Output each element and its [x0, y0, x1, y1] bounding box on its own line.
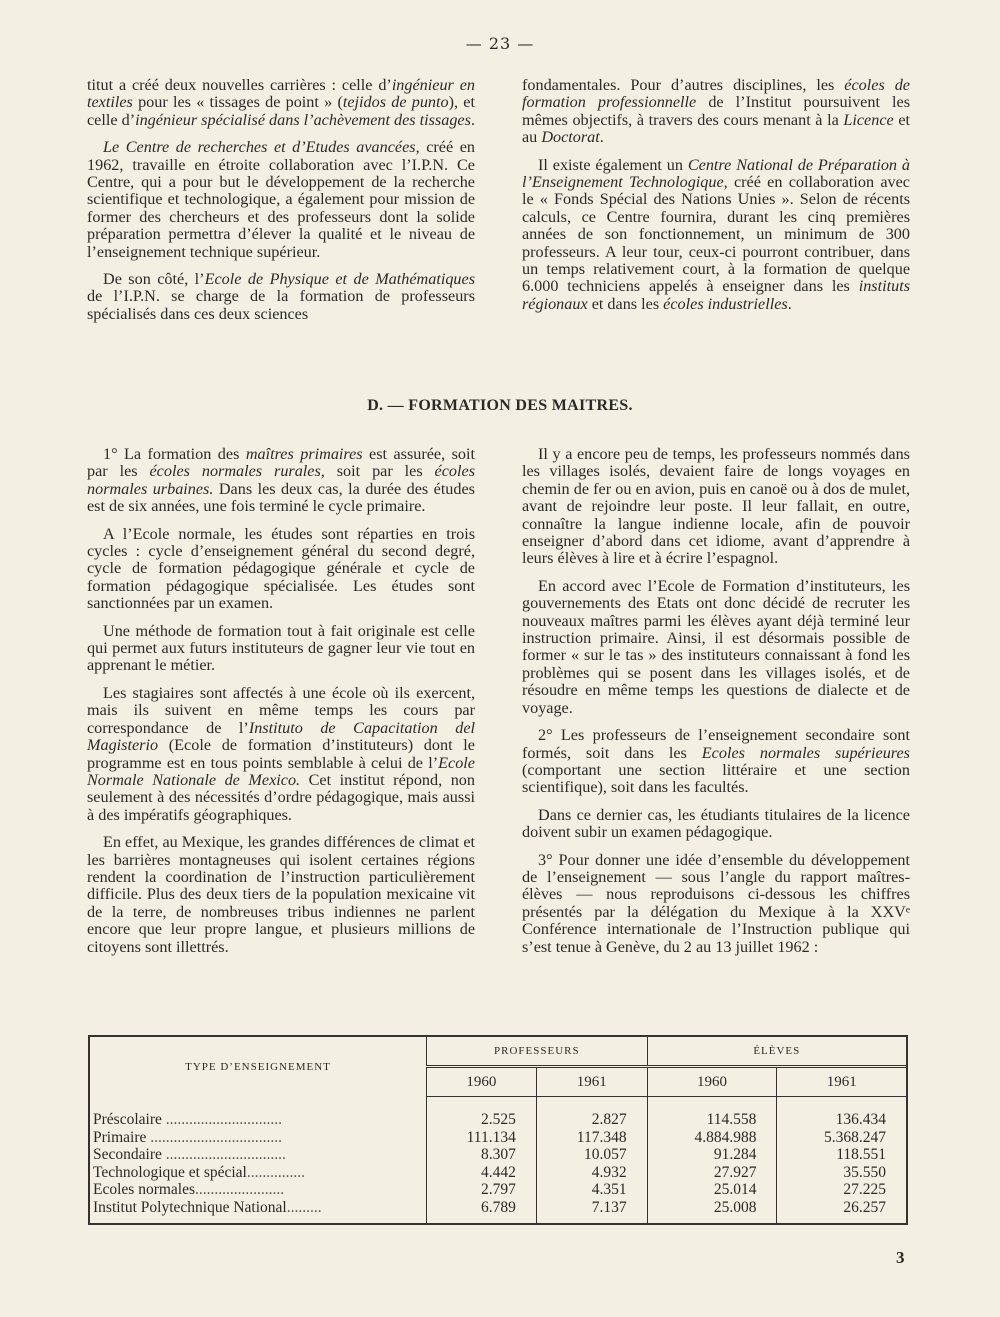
text-run: Il existe également un [538, 155, 688, 174]
table-cell: 4.932 [536, 1164, 647, 1182]
italic-run: Ecoles normales supérieures [701, 743, 910, 762]
table-cell: 114.558 [647, 1097, 777, 1129]
text-run: Les stagiaires sont affectés à une école où ils exercent, mais ils suivent en même temps les cours par correspondance de l’ [87, 683, 475, 737]
bottom-right-column [522, 446, 910, 966]
table-cell: 25.014 [647, 1181, 777, 1199]
text-run: créé en 1962, travaille en étroite collaboration avec l’I.P.N. Ce Centre, qui a pour but le développement de la recherche scientifique et technologique, a également pour mission de former des chercheurs et des professeurs dont la solide préparation permettra d’élever la qualité et le niveau de l’enseignement technique supérieur. [87, 138, 475, 261]
paragraph: Une méthode de formation tout à fait originale est celle qui permet aux futurs instituteurs de gagner leur vie tout en apprenant le métier. [87, 621, 475, 675]
table-cell [427, 1216, 537, 1224]
text-run: . [599, 128, 604, 147]
italic-run: ingénieur en textiles [87, 76, 475, 112]
table-cell: 8.307 [427, 1146, 537, 1164]
table-cell: 4.351 [536, 1181, 647, 1199]
page-footer-number: 3 [896, 1248, 905, 1267]
table-cell: 27.927 [647, 1164, 777, 1182]
table-cell [647, 1216, 777, 1224]
row-label: Technologique et spécial............... [90, 1164, 427, 1182]
italic-run: écoles normales rurales, [149, 462, 325, 481]
text-run: de l’Institut poursuivent les mêmes objectifs, à travers des cours menant à la [522, 93, 910, 129]
statistics-table [88, 1035, 908, 1225]
table-spacer-row [90, 1216, 906, 1224]
italic-run: écoles de formation professionnelle [522, 76, 910, 112]
italic-run: tejidos de punto [342, 93, 449, 112]
italic-run: Instituto de Capacitation del Magisterio [87, 718, 475, 755]
table-cell: 117.348 [536, 1129, 647, 1147]
table-row [90, 1181, 906, 1199]
italic-run: Centre National de Préparation à l’Enseignement Technologique, [522, 155, 910, 192]
column-header-year: 1961 [536, 1067, 647, 1097]
table-cell: 118.551 [836, 1146, 886, 1163]
text-run: 2° Les professeurs de l’enseignement secondaire sont formés, soit dans les [522, 726, 910, 762]
row-label: Primaire .................................. [90, 1129, 427, 1147]
table-row [90, 1129, 906, 1147]
paragraph: 3° Pour donner une idée d’ensemble du développement de l’enseignement — sous l’angle du rapport maîtres-élèves — nous reproduisons ci-dessous les chiffres présentés par la délégation du Mexique à la XXVᵉ Conférence internationale de l’Instruction publique qui s’est tenue à Genève, du 2 au 13 juillet 1962 : [522, 850, 910, 956]
paragraph [87, 271, 475, 323]
text-run: (Ecole de formation d’instituteurs) dont le programme est en tous points semblable à celui de l’ [87, 736, 475, 772]
table-cell: 6.789 [427, 1199, 537, 1217]
text-run: . [470, 110, 475, 129]
table-cell: 5.368.247 [824, 1128, 886, 1146]
top-right-column [522, 77, 910, 323]
paragraph: A l’Ecole normale, les études sont réparties en trois cycles : cycle d’enseignement général du second degré, cycle de formation pédagogique générale et cycle de formation pédagogique spécialisée. Les études sont sanctionnées par un examen. [87, 524, 475, 613]
column-group-eleves: ÉLÈVES [647, 1037, 906, 1067]
italic-run: instituts régionaux [522, 277, 910, 313]
text-run: et dans les [587, 294, 664, 313]
table-cell: 2.827 [536, 1097, 647, 1129]
text-run: et au [522, 110, 910, 147]
text-run: fondamentales. Pour d’autres disciplines, les [522, 76, 845, 94]
italic-run: Le Centre de recherches et d’Etudes avancées, [103, 138, 420, 157]
column-header-type: TYPE D’ENSEIGNEMENT [90, 1037, 427, 1097]
bottom-left-column [87, 446, 475, 966]
text-run: de l’I.P.N. se charge de la formation de professeurs spécialisés dans ces deux sciences [87, 287, 475, 323]
table-cell: 111.134 [427, 1129, 537, 1147]
text-run: 1° La formation des [103, 445, 246, 463]
table-cell: 27.225 [843, 1181, 886, 1198]
table-cell [536, 1216, 647, 1224]
table-cell: 25.008 [647, 1199, 777, 1217]
paragraph [522, 157, 910, 314]
text-run: De son côté, l’ [103, 270, 205, 289]
column-header-year: 1960 [647, 1067, 777, 1097]
column-group-professeurs: PROFESSEURS [427, 1037, 648, 1067]
italic-run: Ecole de Physique et de Mathématiques [204, 270, 475, 289]
section-title: D. — FORMATION DES MAITRES. [367, 397, 633, 414]
italic-run: Licence [843, 110, 894, 129]
paragraph: En accord avec l’Ecole de Formation d’instituteurs, les gouvernements des Etats ont donc décidé de recruter les nouveaux maîtres parmi les élèves ayant déjà terminé leur instruction primaire. Ainsi, il est désormais possible de former « sur le tas » des instituteurs connaissant à fond les problèmes qui se posent dans les villages isolés, et de résoudre en même temps les questions de dialecte et de voyage. [522, 576, 910, 717]
paragraph [87, 139, 475, 261]
text-run: (comportant une section littéraire et une section scientifique), soit dans les facultés. [522, 760, 910, 797]
table-cell: 136.434 [835, 1111, 886, 1128]
text-run: ), et celle d’ [87, 93, 475, 129]
italic-run: Ecole Normale Nationale de Mexico. [87, 753, 475, 789]
italic-run: maîtres primaires [245, 445, 363, 463]
paragraph: Il y a encore peu de temps, les professeurs nommés dans les villages isolés, devaient faire de longs voyages en chemin de fer ou en avion, puis en canoë ou à dos de mulet, avant de rejoindre leur poste. Il leur fallait, en outre, connaître la langue indienne locale, afin de pouvoir enseigner d’abord dans cet idiome, avant d’apprendre à leurs élèves à lire et à écrire l’espagnol. [522, 445, 910, 568]
italic-run: ingénieur spécialisé dans l’achèvement des tissages [135, 110, 471, 129]
text-run: Cet institut répond, non seulement à des nécessités d’ordre pédagogique, mais aussi à des impératifs géographiques. [87, 770, 475, 824]
table-cell: 4.884.988 [647, 1129, 777, 1147]
text-run: soit par les [324, 462, 435, 481]
text-run: pour les « tissages de point » ( [132, 93, 343, 112]
page-header-number: — 23 — [465, 34, 535, 53]
table-cell: 2.525 [427, 1097, 537, 1129]
text-run: . [787, 294, 792, 313]
paragraph [87, 446, 475, 516]
paragraph [87, 77, 475, 129]
table-row [90, 1097, 906, 1129]
data-table [90, 1037, 906, 1224]
text-run: est assurée, soit par les [87, 445, 475, 481]
italic-run: écoles industrielles [663, 294, 788, 313]
table-row [90, 1199, 906, 1217]
row-label: Institut Polytechnique National......... [90, 1199, 427, 1217]
paragraph: Dans ce dernier cas, les étudiants titulaires de la licence doivent subir un examen pédagogique. [522, 805, 910, 842]
top-left-column [87, 77, 475, 333]
paragraph [522, 77, 910, 147]
table-cell: 26.257 [843, 1198, 886, 1216]
table-cell: 35.550 [843, 1163, 886, 1181]
table-cell [777, 1216, 906, 1224]
table-row [90, 1164, 906, 1182]
column-header-year: 1960 [427, 1067, 537, 1097]
table-row [90, 1146, 906, 1164]
paragraph [522, 727, 910, 797]
row-label: Secondaire ............................... [90, 1146, 427, 1164]
text-run: titut a créé deux nouvelles carrières : celle d’ [87, 76, 392, 94]
table-cell: 2.797 [427, 1181, 537, 1199]
row-label: Ecoles normales....................... [90, 1181, 427, 1199]
table-cell: 4.442 [427, 1164, 537, 1182]
row-label: Préscolaire .............................. [90, 1097, 427, 1129]
column-header-year: 1961 [777, 1067, 906, 1097]
paragraph: En effet, au Mexique, les grandes différences de climat et les barrières montagneuses qui isolent certaines régions rendent la coordination de l’instruction particulièrement difficile. Plus des deux tiers de la population mexicaine vit de la terre, de nombreuses tribus indiennes ne parlent encore que leur propre langue, et plusieurs millions de citoyens sont illettrés. [87, 833, 476, 956]
paragraph [87, 685, 475, 824]
table-cell: 10.057 [536, 1146, 647, 1164]
text-run: créé en collaboration avec le « Fonds Spécial des Nations Unies ». Selon de récents calculs, ce Centre fournira, durant les cinq premières années de son fonctionnement, un minimum de 300 professeurs. A leur tour, ceux-ci pourront contribuer, dans un temps relativement court, à la formation de quelque 6.000 techniciens appelés à enseigner dans les [522, 173, 910, 296]
table-cell: 91.284 [647, 1146, 777, 1164]
table-cell: 7.137 [536, 1199, 647, 1217]
row-label [90, 1216, 427, 1224]
italic-run: Doctorat [541, 128, 600, 147]
text-run: Dans les deux cas, la durée des études est de six années, une fois terminé le cycle primaire. [87, 479, 475, 516]
italic-run: écoles normales urbaines. [87, 462, 475, 498]
